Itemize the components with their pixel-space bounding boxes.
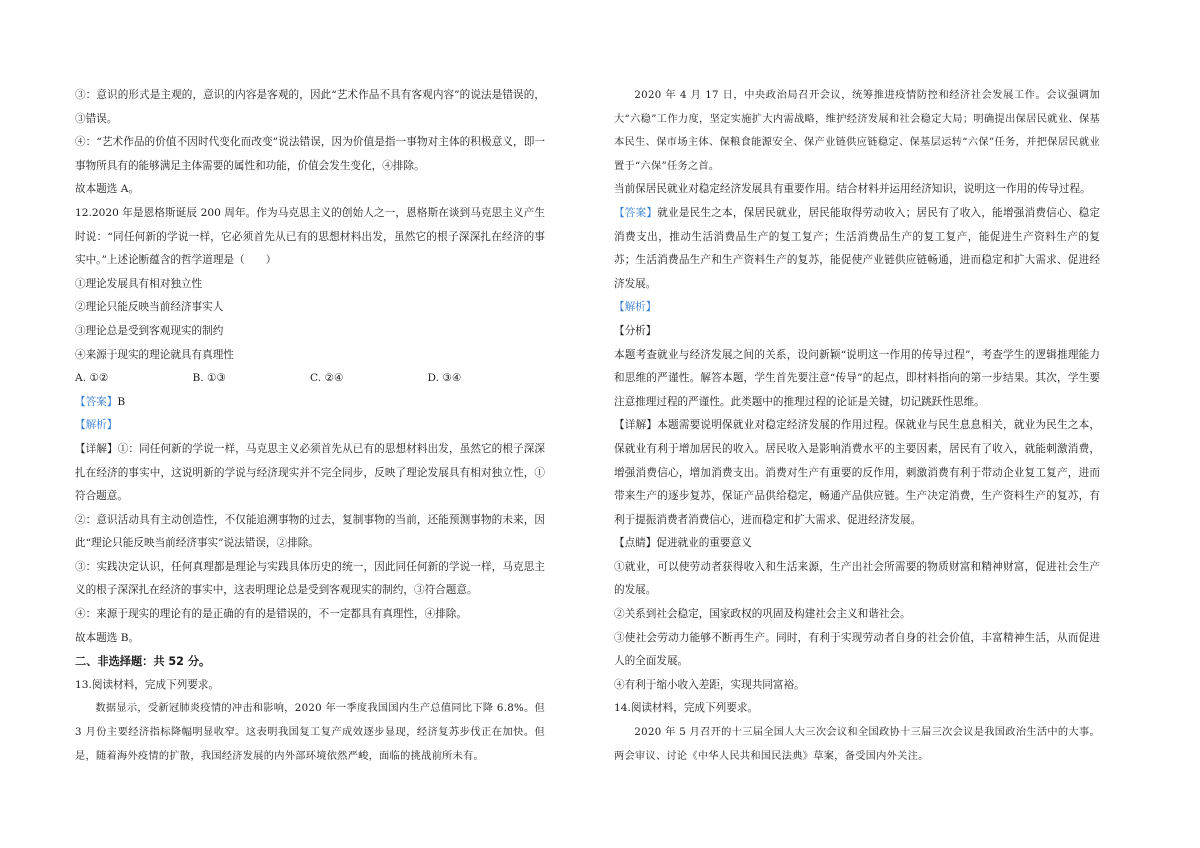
choice-b: B. ①③ [192, 372, 227, 385]
detail-tag: 【详解】 [75, 442, 118, 455]
detail-3: ③：实践决定认识，任何真理都是理论与实践具体历史的统一，因此同任何新的学说一样，马克思主义的根子深深扎在经济的事实中，这表明理论总是受到客观现实的制约，③符合题意。 [75, 560, 545, 597]
statement-1: ①理论发展具有相对独立性 [75, 277, 203, 290]
detail-1 [75, 438, 545, 509]
statement-4: ④来源于现实的理论就具有真理性 [75, 348, 234, 361]
point-1: ①就业，可以使劳动者获得收入和生活来源，生产出社会所需要的物质财富和精神财富，促进社会生产的发展。 [614, 560, 1100, 597]
paragraph-item3: ③：意识的形式是主观的，意识的内容是客观的，因此“艺术作品不具有客观内容”的说法是错误的，③错误。 [75, 89, 545, 125]
fenxi-text: 本题考查就业与经济发展之间的关系，设问新颖“说明这一作用的传导过程”，考查学生的逻辑推理能力和思维的严谨性。解答本题，学生首先要注意“传导”的起点，即材料指向的第一步结果。其次，学生要注意推理过程的严谨性。此类题中的推理过程的论证是关键，切记跳跃性思维。 [614, 348, 1100, 408]
material-13-paragraph-1: 数据显示，受新冠肺炎疫情的冲击和影响，2020 年一季度我国国内生产总值同比下降 6.8%。但 3 月份主要经济指标降幅明显收窄。这表明我国复工复产成效逐步显现，经济复苏步伐正在加快。但是，随着海外疫情的扩散，我国经济发展的内外部环境依然严峻，面临的挑战前所未有。 [75, 703, 545, 762]
statement-2: ②理论只能反映当前经济事实人 [75, 301, 224, 314]
conclusion-b: 故本题选 B。 [75, 631, 140, 644]
statement-3: ③理论总是受到客观现实的制约 [75, 324, 224, 337]
paragraph-item4: ④：“艺术作品的价值不因时代变化而改变”说法错误，因为价值是指一事物对主体的积极意义，即一事物所具有的能够满足主体需要的属性和功能，价值会发生变化，④排除。 [75, 136, 545, 172]
answer-value: B [117, 395, 126, 408]
dianjing-text: 促进就业的重要意义 [656, 537, 752, 550]
detail-2: ②：意识活动具有主动创造性，不仅能追溯事物的过去，复制事物的当前，还能预测事物的未来，因此“理论只能反映当前经济事实”说法错误，②排除。 [75, 513, 545, 550]
analysis-tag: 【解析】 [75, 419, 118, 432]
question-13: 13.阅读材料，完成下列要求。 [75, 678, 219, 691]
answer-choices [75, 367, 545, 391]
xiangjie-text: 本题需要说明保就业对稳定经济发展的作用过程。保就业与民生息息相关，就业为民生之本，保就业有利于增加居民的收入。居民收入是影响消费水平的主要因素，居民有了收入，就能刺激消费，增强消费信心，增加消费支出。消费对生产有重要的反作用，刺激消费有利于带动企业复工复产，进而带来生产的逐步复苏，保证产品供给稳定，畅通产品供应链。生产决定消费，生产资料生产的复苏，有利于提振消费者消费信心，进而稳定和扩大需求、促进经济发展。 [614, 419, 1100, 526]
answer-13-text: 就业是民生之本，保居民就业，居民能取得劳动收入；居民有了收入，能增强消费信心、稳定消费支出，推动生活消费品生产的复工复产；生活消费品生产的复工复产，能促进生产资料生产的复苏；生活消费品生产和生产资料生产的复苏，能促使产业链供应链畅通，进而稳定和扩大需求、促进经济发展。 [614, 206, 1100, 290]
left-column [75, 84, 545, 768]
question-12: 12.2020 年是恩格斯诞辰 200 周年。作为马克思主义的创始人之一，恩格斯在谈到马克思主义产生时说：“同任何新的学说一样，它必须首先从已有的思想材料出发，虽然它的根子深深扎在经济的事实中。”上述论断蕴含的哲学道理是（ ） [75, 206, 545, 267]
detail-4: ④：来源于现实的理论有的是正确的有的是错误的，不一定都具有真理性，④排除。 [75, 608, 467, 621]
dianjing [614, 532, 1100, 556]
material-14: 2020 年 5 月召开的十三届全国人大三次会议和全国政协十三届三次会议是我国政治生活中的大事。两会审议、讨论《中华人民共和国民法典》草案，备受国内外关注。 [614, 727, 1100, 762]
question-14: 14.阅读材料，完成下列要求。 [614, 702, 758, 715]
question-13-prompt: 当前保居民就业对稳定经济发展具有重要作用。结合材料并运用经济知识，说明这一作用的传导过程。 [614, 183, 1091, 196]
right-column [614, 84, 1100, 768]
point-3: ③使社会劳动力能够不断再生产。同时，有利于实现劳动者自身的社会价值，丰富精神生活，从而促进人的全面发展。 [614, 631, 1100, 668]
analysis-tag: 【解析】 [614, 301, 657, 314]
answer-tag: 【答案】 [75, 395, 118, 408]
point-2: ②关系到社会稳定，国家政权的巩固及构建社会主义和谐社会。 [614, 608, 911, 621]
detail-1-text: ①：同任何新的学说一样，马克思主义必须首先从已有的思想材料出发，虽然它的根子深深扎在经济的事实中，这说明新的学说与经济现实并不完全同步，反映了理论发展具有相对独立性，①符合题意。 [75, 442, 546, 503]
point-4: ④有利于缩小收入差距，实现共同富裕。 [614, 678, 805, 691]
conclusion-a: 故本题选 A。 [75, 183, 139, 196]
choice-c: C. ②④ [310, 372, 344, 385]
material-13-paragraph-2: 2020 年 4 月 17 日，中央政治局召开会议，统筹推进疫情防控和经济社会发展工作。会议强调加大“六稳”工作力度，坚定实施扩大内需战略，维护经济发展和社会稳定大局；明确提出保居民就业、保基本民生、保市场主体、保粮食能源安全、保产业链供应链稳定、保基层运转“六保”任务，并把保居民就业置于“六保”任务之首。 [614, 90, 1100, 172]
answer-13 [614, 202, 1100, 296]
section-heading: 二、非选择题：共 52 分。 [75, 655, 211, 669]
answer-tag: 【答案】 [614, 206, 658, 219]
dianjing-tag: 【点睛】 [614, 537, 657, 550]
fenxi-tag: 【分析】 [614, 324, 657, 337]
answer-line [75, 391, 545, 415]
choice-a: A. ①② [75, 372, 109, 385]
xiangjie [614, 414, 1100, 532]
xiangjie-tag: 【详解】 [614, 419, 658, 432]
choice-d: D. ③④ [427, 372, 462, 385]
